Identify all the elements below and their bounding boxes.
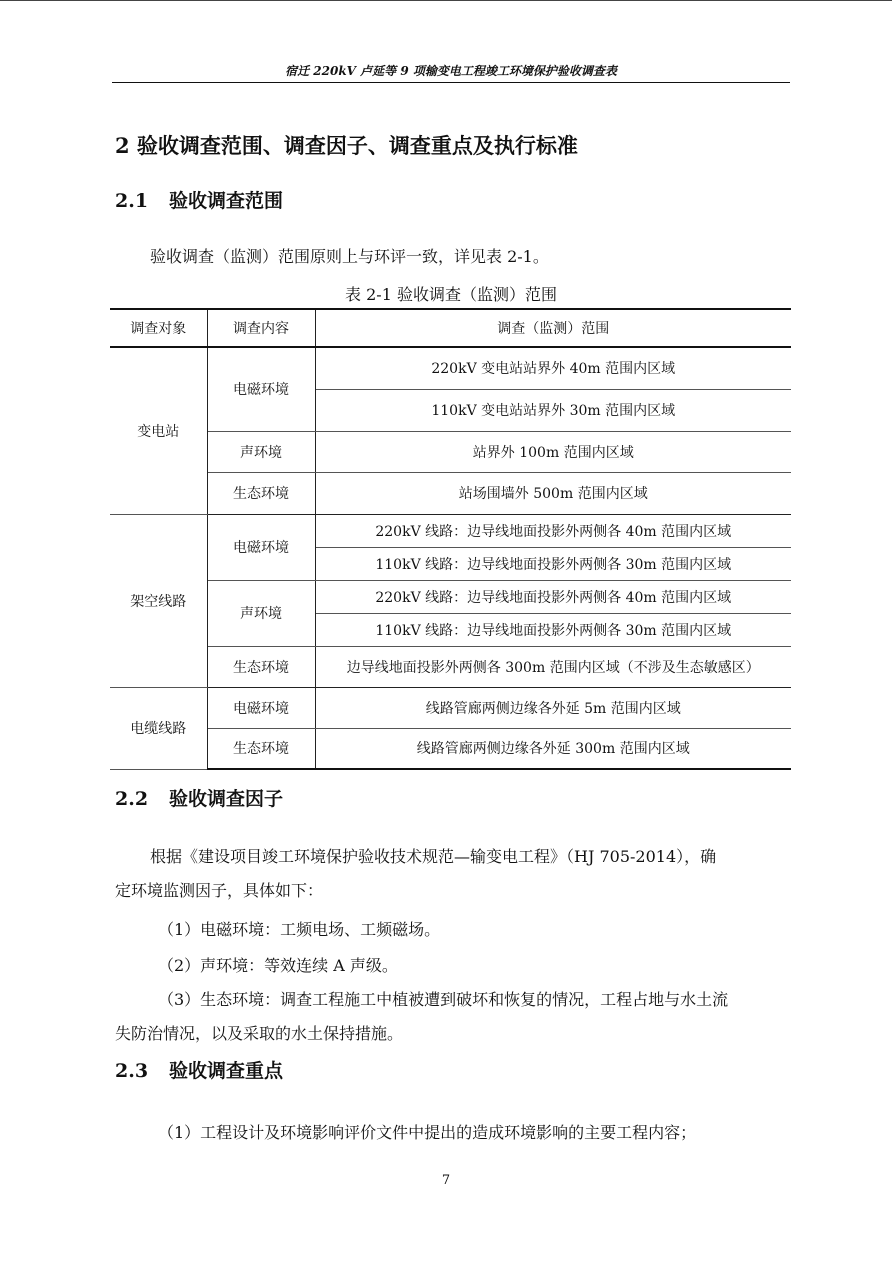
table-caption: 表 2-1 验收调查（监测）范围 bbox=[345, 285, 557, 304]
survey-content-cell: 电磁环境 bbox=[207, 687, 315, 728]
factor-item-3-line2: 失防治情况，以及采取的水土保持措施。 bbox=[115, 1024, 404, 1043]
survey-range-cell: 220kV 线路：边导线地面投影外两侧各 40m 范围内区域 bbox=[315, 580, 791, 613]
table-row bbox=[110, 580, 791, 613]
table-row bbox=[110, 687, 791, 728]
survey-range-cell: 220kV 线路：边导线地面投影外两侧各 40m 范围内区域 bbox=[315, 514, 791, 547]
survey-content-cell: 生态环境 bbox=[207, 472, 315, 514]
running-header: 宿迁 220kV 卢延等 9 项输变电工程竣工环境保护验收调查表 bbox=[285, 64, 617, 78]
survey-range-cell: 110kV 线路：边导线地面投影外两侧各 30m 范围内区域 bbox=[315, 547, 791, 580]
section-number: 2.3 bbox=[115, 1060, 149, 1082]
factor-item-3-line1: （3）生态环境：调查工程施工中植被遭到破坏和恢复的情况，工程占地与水土流 bbox=[158, 990, 729, 1009]
table-header-row bbox=[110, 309, 791, 347]
focus-item-1: （1）工程设计及环境影响评价文件中提出的造成环境影响的主要工程内容； bbox=[158, 1123, 697, 1142]
survey-range-cell: 线路管廊两侧边缘各外延 300m 范围内区域 bbox=[315, 728, 791, 769]
survey-content-cell: 声环境 bbox=[207, 431, 315, 472]
section-heading-2-2 bbox=[115, 784, 283, 811]
page-top-border bbox=[0, 0, 892, 1]
survey-content-cell: 生态环境 bbox=[207, 646, 315, 687]
section-number: 2.1 bbox=[115, 190, 149, 212]
survey-object-cell: 电缆线路 bbox=[110, 687, 207, 769]
section-heading-2-1 bbox=[115, 186, 283, 213]
table-header-cell: 调查内容 bbox=[207, 309, 315, 347]
section-title: 验收调查范围 bbox=[169, 190, 284, 212]
table-row bbox=[110, 347, 791, 389]
chapter-heading: 2 验收调查范围、调查因子、调查重点及执行标准 bbox=[115, 133, 578, 158]
section-heading-2-3 bbox=[115, 1056, 283, 1083]
section-title: 验收调查因子 bbox=[169, 788, 284, 810]
survey-content-cell: 电磁环境 bbox=[207, 514, 315, 580]
survey-object-cell: 架空线路 bbox=[110, 514, 207, 687]
table-header-cell: 调查对象 bbox=[110, 309, 207, 347]
survey-object-cell: 变电站 bbox=[110, 347, 207, 514]
survey-range-cell: 110kV 线路：边导线地面投影外两侧各 30m 范围内区域 bbox=[315, 613, 791, 646]
table-row bbox=[110, 646, 791, 687]
survey-range-cell: 110kV 变电站站界外 30m 范围内区域 bbox=[315, 389, 791, 431]
table-row bbox=[110, 514, 791, 547]
factor-item-1: （1）电磁环境：工频电场、工频磁场。 bbox=[158, 920, 441, 939]
factor-item-2: （2）声环境：等效连续 A 声级。 bbox=[158, 956, 398, 975]
survey-range-cell: 边导线地面投影外两侧各 300m 范围内区域（不涉及生态敏感区） bbox=[315, 646, 791, 687]
table-row bbox=[110, 728, 791, 769]
table-row bbox=[110, 431, 791, 472]
survey-content-cell: 声环境 bbox=[207, 580, 315, 646]
survey-content-cell: 电磁环境 bbox=[207, 347, 315, 431]
survey-range-cell: 站界外 100m 范围内区域 bbox=[315, 431, 791, 472]
section-number: 2.2 bbox=[115, 788, 149, 810]
header-rule bbox=[112, 82, 790, 83]
section-2-2-intro-line1: 根据《建设项目竣工环境保护验收技术规范—输变电工程》（HJ 705-2014），确 bbox=[150, 847, 717, 866]
section-title: 验收调查重点 bbox=[169, 1060, 284, 1082]
page-number: 7 bbox=[441, 1173, 451, 1188]
survey-range-cell: 线路管廊两侧边缘各外延 5m 范围内区域 bbox=[315, 687, 791, 728]
survey-range-table bbox=[110, 308, 791, 770]
table-row bbox=[110, 472, 791, 514]
survey-range-cell: 220kV 变电站站界外 40m 范围内区域 bbox=[315, 347, 791, 389]
section-2-1-intro: 验收调查（监测）范围原则上与环评一致，详见表 2-1。 bbox=[150, 247, 549, 266]
table-header-cell: 调查（监测）范围 bbox=[315, 309, 791, 347]
section-2-2-intro-line2: 定环境监测因子，具体如下： bbox=[115, 881, 324, 900]
survey-content-cell: 生态环境 bbox=[207, 728, 315, 769]
survey-range-cell: 站场围墙外 500m 范围内区域 bbox=[315, 472, 791, 514]
